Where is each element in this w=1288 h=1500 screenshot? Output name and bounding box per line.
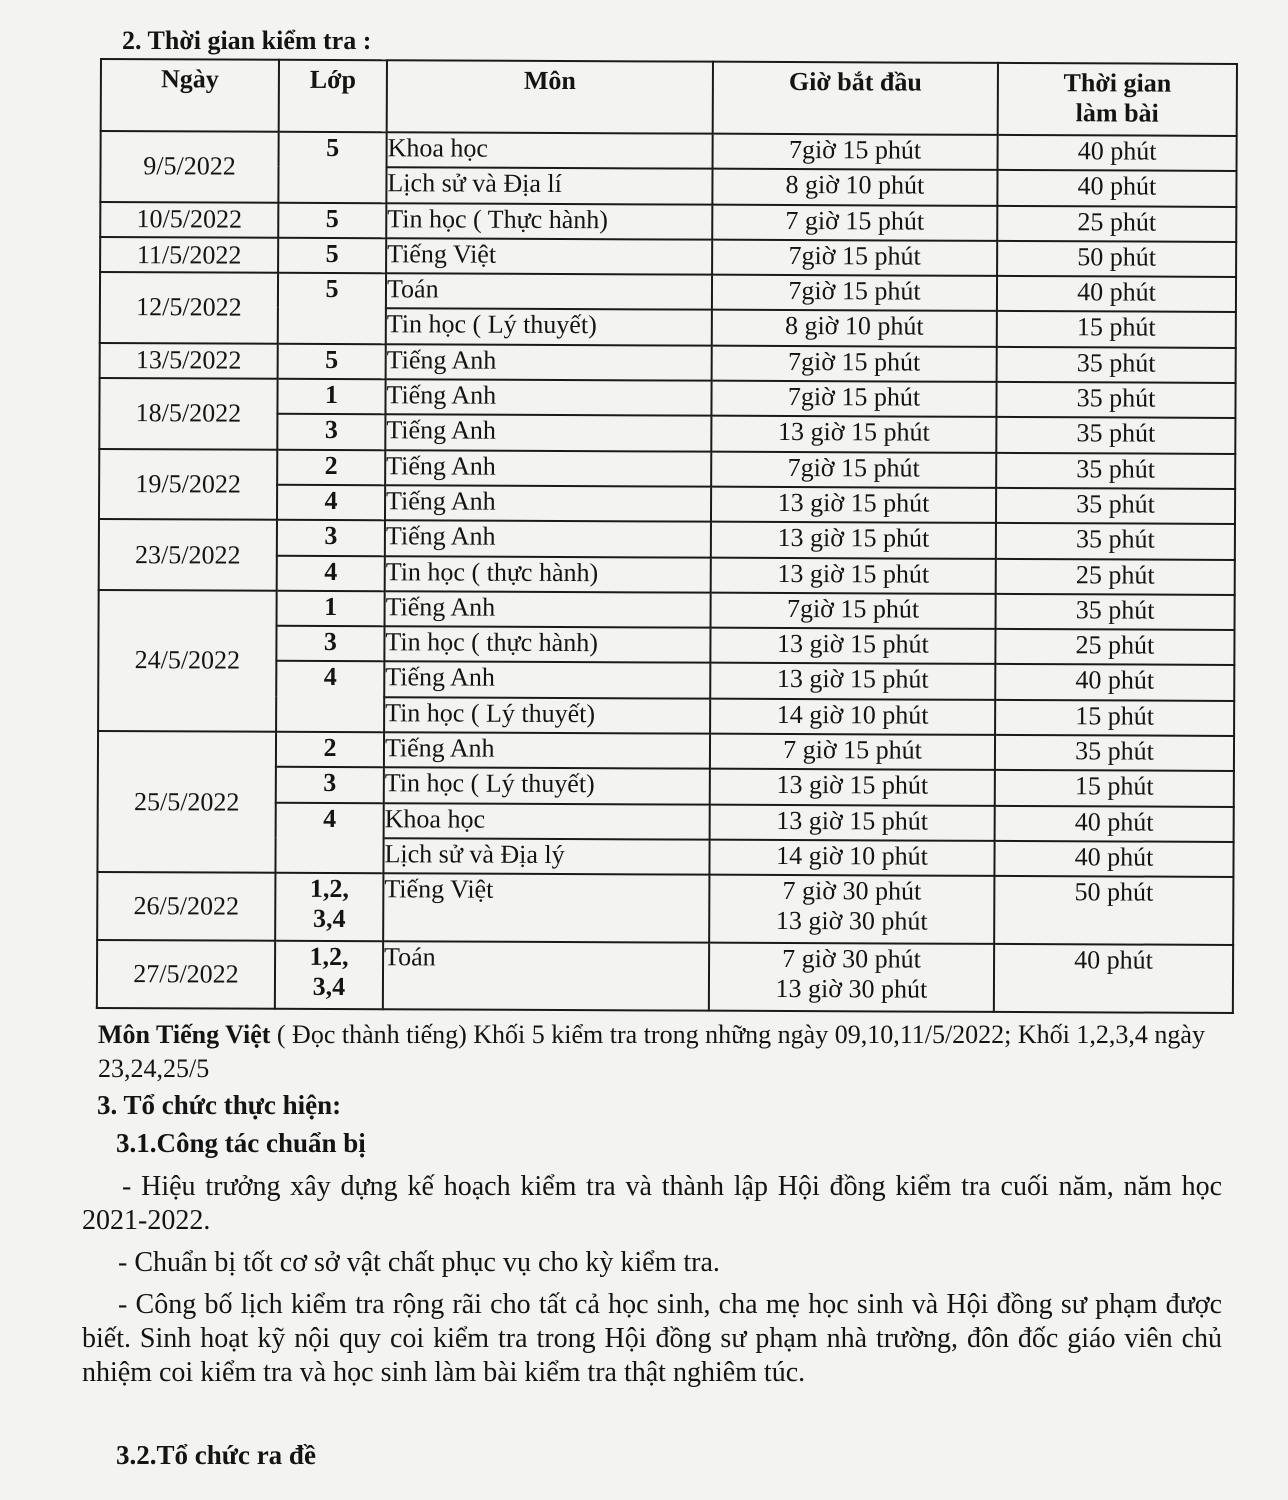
paragraph-principal: - Hiệu trưởng xây dựng kế hoạch kiểm tra và thành lập Hội đồng kiểm tra cuối năm, năm học 2021-2022.	[82, 1171, 1222, 1236]
cell-start-time: 7giờ 15 phút	[711, 451, 996, 488]
cell-class: 3	[276, 767, 384, 803]
cell-start-time: 7giờ 15 phút	[711, 593, 996, 630]
cell-duration: 50 phút	[994, 876, 1233, 945]
cell-subject: Tiếng Anh	[386, 344, 712, 381]
table-row	[100, 237, 1236, 277]
cell-start-time: 13 giờ 15 phút	[711, 522, 996, 559]
table-row	[99, 590, 1235, 630]
cell-subject: Tiếng Anh	[385, 379, 711, 416]
cell-start-time: 13 giờ 15 phút	[711, 416, 996, 453]
cell-class-line2: 3,4	[312, 972, 346, 1002]
cell-subject: Tiếng Anh	[384, 732, 710, 769]
paragraph-announce: - Công bố lịch kiểm tra rộng rãi cho tất cả học sinh, cha mẹ học sinh và Hội đồng sư phạm được biết. Sinh hoạt kỹ nội quy coi kiểm tra trong Hội đồng sư phạm nhà trường, đôn đốc giáo viên chủ nhiệm coi kiểm tra và học sinh làm bài kiểm tra thật nghiêm túc.	[82, 1289, 1222, 1388]
cell-subject: Tin học ( Thực hành)	[386, 203, 712, 240]
cell-class: 4	[277, 555, 385, 591]
cell-start-time: 7giờ 15 phút	[711, 381, 996, 418]
cell-subject: Tiếng Việt	[383, 873, 709, 942]
cell-subject: Lịch sử và Địa lý	[383, 838, 709, 875]
cell-start-time: 7giờ 15 phút	[712, 275, 997, 312]
table-row	[100, 272, 1236, 312]
header-date: Ngày	[101, 59, 279, 132]
cell-start-time: 7giờ 15 phút	[712, 345, 997, 382]
table-row	[99, 519, 1235, 559]
cell-subject: Tiếng Anh	[385, 591, 711, 628]
cell-duration: 35 phút	[996, 594, 1235, 630]
cell-duration: 15 phút	[997, 311, 1236, 347]
cell-duration: 15 phút	[995, 700, 1234, 736]
cell-duration: 40 phút	[995, 664, 1234, 700]
cell-class-line1: 1,2,	[309, 874, 349, 904]
cell-subject: Tin học ( Lý thuyết)	[384, 697, 710, 734]
cell-duration: 50 phút	[997, 241, 1236, 277]
cell-date: 26/5/2022	[97, 872, 275, 941]
cell-start-time: 13 giờ 15 phút	[711, 487, 996, 524]
header-duration-line1: Thời gian	[1063, 68, 1172, 98]
cell-duration: 35 phút	[997, 347, 1236, 383]
cell-subject: Toán	[386, 273, 712, 310]
cell-start-time: 7 giờ 15 phút	[712, 204, 997, 241]
cell-start-time-line1: 7 giờ 30 phút	[782, 876, 922, 906]
table-row	[101, 131, 1237, 171]
note-text: ( Đọc thành tiếng) Khối 5 kiểm tra trong những ngày 09,10,11/5/2022; Khối 1,2,3,4 ngày 23,24,25/5	[98, 1020, 1205, 1083]
cell-class	[275, 941, 383, 1009]
header-start-time: Giờ bắt đầu	[713, 62, 998, 135]
table-row	[97, 940, 1233, 1013]
cell-class: 2	[276, 732, 384, 768]
table-row	[98, 731, 1234, 771]
subsection-3-1-title: 3.1.Công tác chuẩn bị	[116, 1128, 366, 1158]
cell-duration: 15 phút	[995, 770, 1234, 806]
cell-start-time: 13 giờ 15 phút	[710, 628, 995, 665]
cell-start-time: 7giờ 15 phút	[712, 240, 997, 277]
cell-start-time: 13 giờ 15 phút	[710, 769, 995, 806]
cell-subject: Toán	[383, 941, 709, 1010]
cell-class: 5	[278, 238, 386, 274]
cell-date: 23/5/2022	[99, 519, 277, 590]
cell-duration: 40 phút	[998, 135, 1237, 171]
table-row	[100, 202, 1236, 242]
header-subject: Môn	[387, 60, 713, 133]
cell-start-time: 13 giờ 15 phút	[710, 804, 995, 841]
cell-class: 4	[275, 802, 383, 873]
cell-class: 3	[277, 414, 385, 450]
cell-subject: Tin học ( thực hành)	[385, 556, 711, 593]
cell-class: 5	[278, 344, 386, 380]
cell-date: 9/5/2022	[100, 131, 278, 202]
table-row	[97, 872, 1233, 945]
cell-subject: Tin học ( Lý thuyết)	[384, 768, 710, 805]
cell-date: 11/5/2022	[100, 237, 278, 273]
cell-date: 12/5/2022	[100, 272, 278, 343]
cell-subject: Tin học ( thực hành)	[384, 626, 710, 663]
header-class: Lớp	[279, 60, 387, 132]
cell-start-time: 13 giờ 15 phút	[710, 663, 995, 700]
cell-date: 25/5/2022	[97, 731, 276, 873]
table-row	[99, 449, 1235, 489]
cell-duration: 40 phút	[994, 841, 1233, 877]
section2-title: 2. Thời gian kiểm tra :	[122, 26, 372, 55]
cell-subject: Lịch sử và Địa lí	[386, 168, 712, 205]
cell-class: 5	[278, 132, 386, 203]
cell-duration: 35 phút	[995, 735, 1234, 771]
cell-date: 18/5/2022	[99, 378, 277, 449]
cell-start-time	[709, 875, 994, 944]
cell-class: 1	[277, 591, 385, 627]
cell-class: 3	[276, 626, 384, 662]
cell-class: 4	[277, 485, 385, 521]
cell-class: 1	[277, 379, 385, 415]
cell-duration: 25 phút	[997, 206, 1236, 242]
cell-duration: 35 phút	[996, 417, 1235, 453]
cell-subject: Khoa học	[384, 803, 710, 840]
cell-class: 5	[278, 273, 386, 344]
cell-start-time: 13 giờ 15 phút	[711, 557, 996, 594]
cell-duration: 25 phút	[996, 558, 1235, 594]
cell-start-time: 8 giờ 10 phút	[712, 169, 997, 206]
header-duration-line2: làm bài	[1075, 98, 1159, 128]
header-duration	[998, 63, 1237, 136]
cell-class: 5	[278, 202, 386, 238]
cell-start-time-line2: 13 giờ 30 phút	[775, 974, 928, 1004]
cell-class	[275, 873, 383, 941]
cell-duration: 35 phút	[996, 382, 1235, 418]
exam-schedule-table	[96, 58, 1238, 1014]
cell-duration: 35 phút	[996, 488, 1235, 524]
cell-date: 24/5/2022	[98, 590, 277, 732]
cell-subject: Tiếng Anh	[385, 485, 711, 522]
table-row	[99, 378, 1235, 418]
cell-subject: Tiếng Anh	[385, 521, 711, 558]
cell-duration: 40 phút	[995, 806, 1234, 842]
cell-date: 13/5/2022	[100, 343, 278, 379]
cell-subject: Tin học ( Lý thuyết)	[386, 309, 712, 346]
cell-start-time: 8 giờ 10 phút	[712, 310, 997, 347]
paragraph-facilities: - Chuẩn bị tốt cơ sở vật chất phục vụ cho kỳ kiểm tra.	[118, 1247, 720, 1278]
cell-subject: Tiếng Anh	[385, 415, 711, 452]
cell-start-time: 7giờ 15 phút	[713, 134, 998, 171]
cell-date: 10/5/2022	[100, 202, 278, 238]
cell-start-time: 14 giờ 10 phút	[709, 840, 994, 877]
cell-class: 4	[276, 661, 384, 732]
cell-start-time: 14 giờ 10 phút	[710, 698, 995, 735]
table-row	[100, 343, 1236, 383]
cell-duration: 40 phút	[994, 944, 1233, 1013]
cell-start-time-line1: 7 giờ 30 phút	[782, 944, 921, 974]
cell-duration: 40 phút	[997, 170, 1236, 206]
cell-duration: 40 phút	[997, 276, 1236, 312]
cell-start-time	[709, 943, 994, 1012]
cell-duration: 35 phút	[996, 523, 1235, 559]
subsection-3-2-title: 3.2.Tổ chức ra đề	[116, 1440, 316, 1470]
cell-subject: Tiếng Anh	[384, 662, 710, 699]
note-label: Môn Tiếng Việt	[98, 1020, 271, 1049]
cell-subject: Tiếng Việt	[386, 238, 712, 275]
cell-subject: Khoa học	[387, 132, 713, 169]
section3-title: 3. Tổ chức thực hiện:	[97, 1090, 342, 1120]
cell-class: 2	[277, 449, 385, 485]
cell-subject: Tiếng Anh	[385, 450, 711, 487]
cell-date: 27/5/2022	[97, 940, 275, 1009]
cell-class-line1: 1,2,	[309, 942, 349, 972]
cell-start-time: 7 giờ 15 phút	[710, 734, 995, 771]
cell-duration: 25 phút	[995, 629, 1234, 665]
cell-class-line2: 3,4	[312, 904, 346, 934]
cell-date: 19/5/2022	[99, 449, 277, 520]
table-header-row	[101, 59, 1237, 136]
note-paragraph	[98, 1018, 1228, 1086]
cell-duration: 35 phút	[996, 453, 1235, 489]
cell-class: 3	[277, 520, 385, 556]
cell-start-time-line2: 13 giờ 30 phút	[775, 906, 928, 936]
